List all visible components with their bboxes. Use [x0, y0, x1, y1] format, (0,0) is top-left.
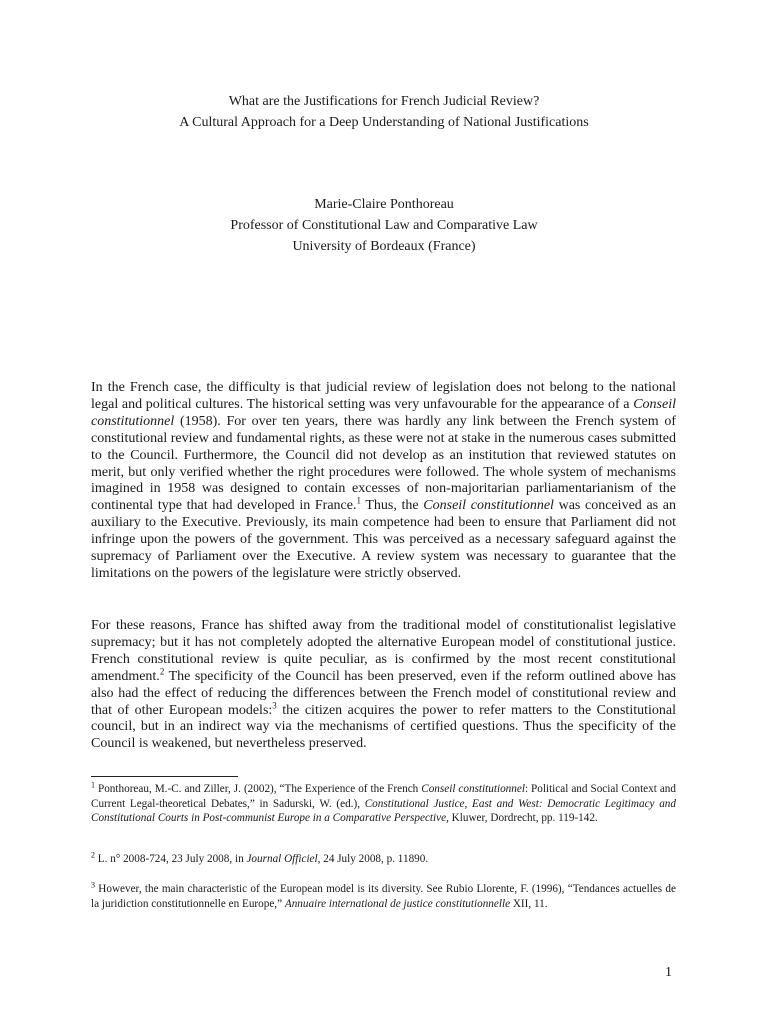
paragraph-1 — [91, 380, 676, 583]
footnote-1-italic-b: Constitutional Justice, East and West: Democratic Legitimacy and Constitutional Courts in Post-communist Europe in a Comparative Perspective — [91, 797, 676, 824]
footnote-separator — [91, 776, 238, 777]
paragraph-1-text-d: Thus, the — [360, 498, 424, 514]
footnote-3 — [91, 882, 676, 911]
title-block — [0, 91, 768, 133]
title-line-2: A Cultural Approach for a Deep Understanding of National Justifications — [179, 115, 589, 130]
author-affiliation: University of Bordeaux (France) — [292, 239, 476, 254]
paragraph-1-text-c: (1958). For over ten years, there was hardly any link between the French system of constitutional review and fundamental rights, as these were not at stake in the numerous cases submitted to the Council. Furthermore, the Council did not develop as an institution that reviewed statutes on merit, but only verified whether the right procedures were followed. The whole system of mechanisms imagined in 1958 was designed to contain excesses of non-majoritarian parliamentarianism of the continental type that had developed in France. — [91, 413, 676, 514]
footnote-3-number: 3 — [91, 880, 95, 890]
footnote-2-italic: Journal Officiel — [246, 853, 318, 865]
footnote-3-text-c: XII, 11. — [510, 897, 548, 910]
footnote-ref-3[interactable]: 3 — [272, 699, 277, 710]
footnote-1 — [91, 782, 676, 826]
footnote-1-text-c: : Political and Social Context and Current Legal-theoretical Debates,” in Sadurski, W. (ed.), — [91, 783, 676, 810]
footnote-ref-2[interactable]: 2 — [159, 666, 165, 677]
footnote-1-number: 1 — [91, 780, 95, 790]
author-name: Marie-Claire Ponthoreau — [314, 197, 454, 212]
page-number: 1 — [665, 965, 672, 980]
title-line-1: What are the Justifications for French Judicial Review? — [228, 94, 540, 109]
paragraph-2 — [91, 618, 676, 753]
footnote-2-text-a: L. n° 2008-724, 23 July 2008, in — [95, 853, 247, 865]
author-block — [0, 194, 768, 257]
paragraph-2-text-b: The specificity of the Council has been preserved, even if the reform outlined above has also had the effect of reducing the differences between the French model of constitutional review and that of other European models: — [91, 668, 676, 718]
footnote-1-text-e: , Kluwer, Dordrecht, pp. 119-142. — [446, 812, 598, 824]
paragraph-1-text-f: was conceived as an auxiliary to the Executive. Previously, its main competence had been to ensure that Parliament did not infringe upon the powers of the government. This was perceived as a necessary safeguard against the supremacy of Parliament over the Executive. A review system was necessary to guarantee that the limitations on the powers of the legislature were strictly observed. — [91, 498, 676, 581]
footnote-ref-1[interactable]: 1 — [356, 495, 361, 506]
footnote-2-text-c: , 24 July 2008, p. 11890. — [317, 853, 429, 865]
footnote-3-text-a: However, the main characteristic of the European model is its diversity. See Rubio Llorente, F. (1996), “Tendances actuelles de la juridiction constitutionnelle en Europe,” — [91, 883, 676, 910]
footnote-1-text-a: Ponthoreau, M.-C. and Ziller, J. (2002), “The Experience of the French — [95, 783, 422, 795]
author-position: Professor of Constitutional Law and Comparative Law — [230, 218, 538, 233]
footnote-3-italic: Annuaire international de justice constitutionnelle — [284, 897, 511, 910]
footnote-2-number: 2 — [91, 850, 95, 860]
paragraph-2-text-a: For these reasons, France has shifted away from the traditional model of constitutionalist legislative supremacy; but it has not completely adopted the alternative European model of constitutional justice. French constitutional review is quite peculiar, as is confirmed by the most recent constitutional amendment. — [91, 618, 676, 684]
paragraph-1-text-a: In the French case, the difficulty is that judicial review of legislation does not belong to the national legal and political cultures. The historical setting was very unfavourable for the appearance of a — [91, 380, 676, 412]
paragraph-1-italic-term-2: Conseil constitutionnel — [423, 498, 554, 514]
footnote-1-italic-a: Conseil constitutionnel — [421, 783, 525, 795]
paragraph-2-text-c: the citizen acquires the power to refer matters to the Constitutional council, but in an indirect way via the mechanisms of certified questions. Thus the specificity of the Council is weakened, but nevertheless preserved. — [91, 702, 676, 752]
paragraph-1-italic-term: Conseil constitutionnel — [91, 396, 676, 429]
footnote-2 — [91, 852, 676, 867]
